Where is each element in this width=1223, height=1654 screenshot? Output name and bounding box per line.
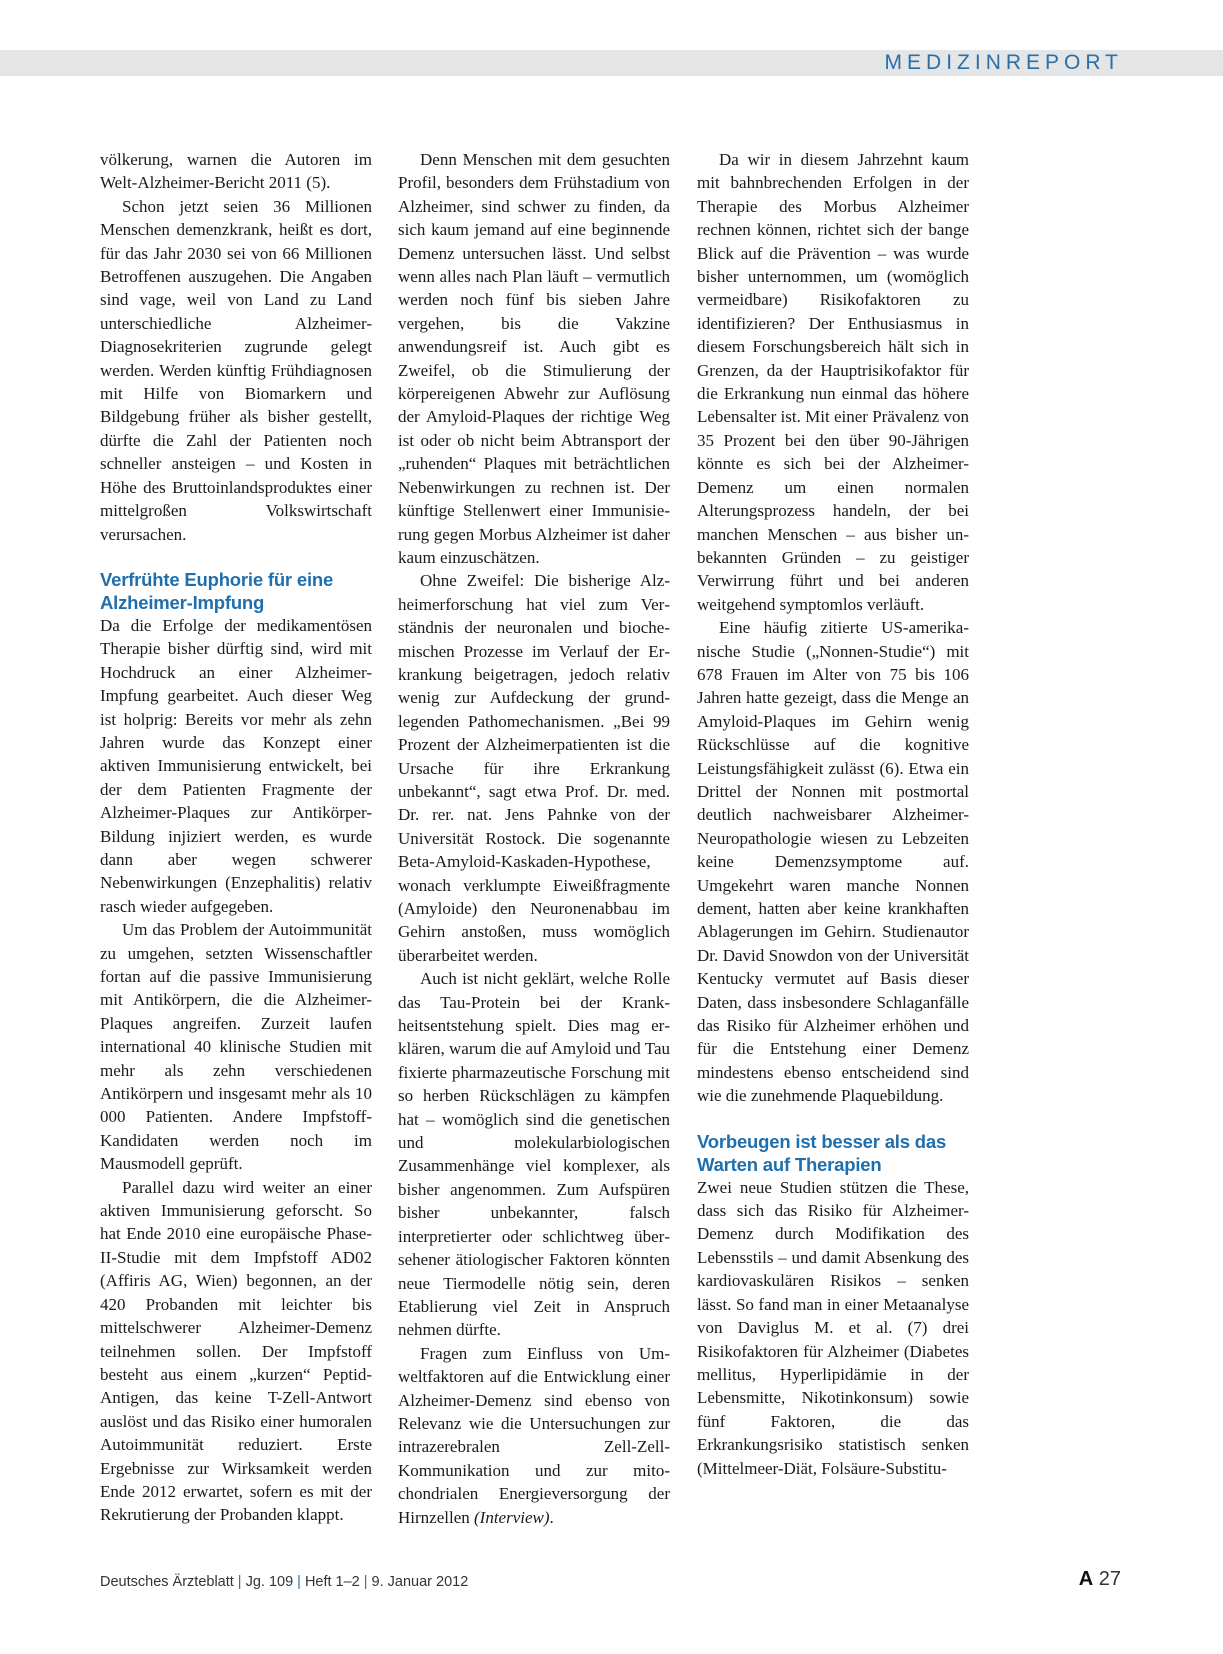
paragraph: Da die Erfolge der medikamentösen Therapie bisher dürftig sind, wird mit Hochdruck an einer Alzheimer-Impfung gearbeitet. Auch dieser Weg ist holprig: Bereits vor mehr als zehn Jahren wurde das Konzept einer aktiven Immunisierung entwickelt, bei der dem Patienten Fragmente der Alzheimer-Plaques zur Antikörper-Bildung injiziert werden, es wurde dann aber wegen schwerer Nebenwirkungen (Enzephalitis) relativ rasch wieder aufgegeben. [100,615,372,916]
subheading: Vorbeugen ist besser als das Warten auf Therapien [697,1130,947,1175]
page-prefix: A [1078,1568,1094,1590]
paragraph: Eine häufig zitierte US-amerikanische Studie („Nonnen-Studie“) mit 678 Frauen im Alter von 75 bis 106 Jahren hatte gezeigt, dass die Menge an Amyloid-Plaques im Gehirn wenig Rückschlüsse auf die kognitive Leistungsfähigkeit zulässt (6). Etwa ein Drittel der Nonnen mit postmortal deutlich nachweisbarer Alzheimer-Neuropathologie wiesen zu Lebzeiten keine Demenzsymptome auf. Umgekehrt waren manche Nonnen dement, hatten aber keine krankhaften Ablagerungen im Gehirn. Studienautor Dr. David Snowdon von der Universität Kentucky vermutet auf Basis dieser Daten, dass insbesondere Schlaganfälle das Risiko für Alzheimer erhöhen und für die Entstehung einer Demenz mindestens ebenso entscheidend sind wie die zunehmende Plaquebildung. [697,618,969,1106]
paragraph: Schon jetzt seien 36 Millionen Menschen demenzkrank, heißt es dort, für das Jahr 2030 sei von 66 Millionen Betroffenen auszugehen. Die Angaben sind vage, weil von Land zu Land unterschiedliche Alzheimer-Diagnosekriterien zugrunde gelegt werden. Werden künftig Frühdiagnosen mit Hilfe von Biomarkern und Bildgebung früher als bisher gestellt, dürfte die Zahl der Patienten noch schneller ansteigen – und Kosten in Höhe des Bruttoinlandsproduktes einer mittelgroßen Volkswirtschaft verursachen. [100,196,372,544]
column-3 [697,148,969,1480]
column-1 [100,148,372,1527]
paragraph: Parallel dazu wird weiter an einer aktiven Immunisierung geforscht. So hat Ende 2010 eine europäische Phase-II-Studie mit dem Impfstoff AD02 (Affiris AG, Wien) begonnen, an der 420 Probanden mit leichter bis mittelschwerer Alzheimer-Demenz teilnehmen sollen. Der Impfstoff besteht aus einem „kurzen“ Peptid-Antigen, das keine T-Zell-Antwort auslöst und das Risiko einer humoralen Autoimmunität reduziert. Erste Ergebnisse zur Wirksamkeit werden Ende 2012 erwartet, sofern es mit der Rekrutierung der Probanden klappt. [100,1177,372,1525]
footer [100,1574,1122,1590]
separator: | [363,1574,368,1590]
volume: Jg. 109 [245,1574,294,1590]
journal-name: Deutsches Ärzteblatt [100,1574,234,1590]
page-number-value: 27 [1098,1568,1121,1590]
paragraph: Zwei neue Studien stützen die These, dass sich das Risiko für Alzheimer-Demenz durch Modifikation des Lebensstils – und damit Absenkung des kardiovaskulären Risikos – senken lässt. So fand man in einer Metaanalyse von Daviglus M. et al. (7) drei Risikofaktoren für Alzheimer (Diabetes mellitus, Hyperlipidämie in der Lebensmitte, Nikotinkonsum) sowie fünf Faktoren, die das Erkrankungsrisiko statistisch senken (Mittelmeer-Diät, Folsäure-Substitu- [697,1177,969,1478]
paragraph: Auch ist nicht geklärt, welche Rolle das Tau-Protein bei der Krankheitsentstehung spielt. Dies mag erklären, warum die auf Amyloid und Tau fixierte pharmazeutische Forschung mit so herben Rückschlägen zu kämpfen hat – womöglich sind die genetischen und molekularbiologischen Zusammenhänge viel komplexer, als bisher angenommen. Zum Aufspüren bisher unbekannter, falsch interpretierter oder schlichtweg übersehener ätiologischer Faktoren könnten neue Tiermodelle nötig sein, deren Etablierung viel Zeit in Anspruch nehmen dürfte. [398,969,670,1340]
separator: | [237,1574,242,1590]
interview-reference: (Interview) [474,1507,550,1527]
issue-date: 9. Januar 2012 [371,1574,469,1590]
column-2 [398,148,670,1529]
issue: Heft 1–2 [304,1574,360,1590]
paragraph: Da wir in diesem Jahrzehnt kaum mit bahnbrechenden Erfolgen in der Therapie des Morbus Alzheimer rechnen können, richtet sich der bange Blick auf die Prävention – was wurde bisher unternommen, um (womöglich vermeidbare) Risikofaktoren zu identifizieren? Der Enthusiasmus in diesem Forschungsbereich hält sich in Grenzen, da der Hauptrisikofaktor für die Erkrankung nun einmal das höhere Lebensalter ist. Mit einer Prävalenz von 35 Prozent bei den über 90-Jährigen könnte es sich bei der Alzheimer-Demenz um einen normalen Alterungsprozess handeln, der bei manchen Menschen – aus bisher unbekannten Gründen – zu geistiger Verwirrung führt und bei anderen weitgehend symptomlos verläuft. [697,150,969,614]
paragraph-text: Fragen zum Einfluss von Umweltfaktoren auf die Entwicklung einer Alzheimer-Demenz sind ebenso von Relevanz wie die Untersuchungen zur intrazerebralen Zell-Zell-Kommunikation und zur mitochondrialen Energieversorgung der Hirnzellen [398,1343,670,1527]
section-label: MEDIZINREPORT [884,51,1123,74]
page-number [1079,1568,1121,1591]
paragraph-end: . [549,1507,554,1527]
paragraph: Ohne Zweifel: Die bisherige Alzheimerforschung hat viel zum Verständnis der neuronalen und biochemischen Prozesse im Verlauf der Erkrankung beigetragen, jedoch relativ wenig zur Aufdeckung der grundlegenden Pathomechanismen. „Bei 99 Prozent der Alzheimerpatienten ist die Ursache für ihre Erkrankung unbekannt“, sagt etwa Prof. Dr. med. Dr. rer. nat. Jens Pahnke von der Universität Rostock. Die sogenannte Beta-Amyloid-Kaskaden-Hypothese, wonach verklumpte Eiweißfragmente (Amyloide) den Neuronenabbau im Gehirn anstoßen, muss womöglich überarbeitet werden. [398,571,670,965]
subheading: Verfrühte Euphorie für eine Alzheimer-Impfung [100,568,334,613]
paragraph: Um das Problem der Autoimmunität zu umgehen, setzten Wissenschaftler fortan auf die passive Immunisierung mit Antikörpern, die die Alzheimer-Plaques angreifen. Zurzeit laufen international 40 klinische Studien mit mehr als zehn verschiedenen Antikörpern und insgesamt mehr als 10 000 Patienten. Andere Impfstoff-Kandidaten werden noch im Mausmodell geprüft. [100,920,372,1174]
paragraph: völkerung, warnen die Autoren im Welt-Alzheimer-Bericht 2011 (5). [100,150,372,193]
separator: | [297,1574,301,1590]
paragraph: Denn Menschen mit dem gesuchten Profil, besonders dem Frühstadium von Alzheimer, sind schwer zu finden, da sich kaum jemand auf eine beginnende Demenz untersuchen lässt. Und selbst wenn alles nach Plan läuft – vermutlich werden noch fünf bis sieben Jahre vergehen, bis die Vakzine anwendungsreif ist. Auch gibt es Zweifel, ob die Stimulierung der körpereigenen Abwehr zur Auflösung der Amyloid-Plaques der richtige Weg ist oder ob nicht beim Abtransport der „ruhenden“ Plaques mit beträchtlichen Nebenwirkungen zu rechnen ist. Der künftige Stellenwert einer Immunisierung gegen Morbus Alzheimer ist daher kaum einzuschätzen. [398,150,670,567]
paragraph [398,1342,670,1529]
